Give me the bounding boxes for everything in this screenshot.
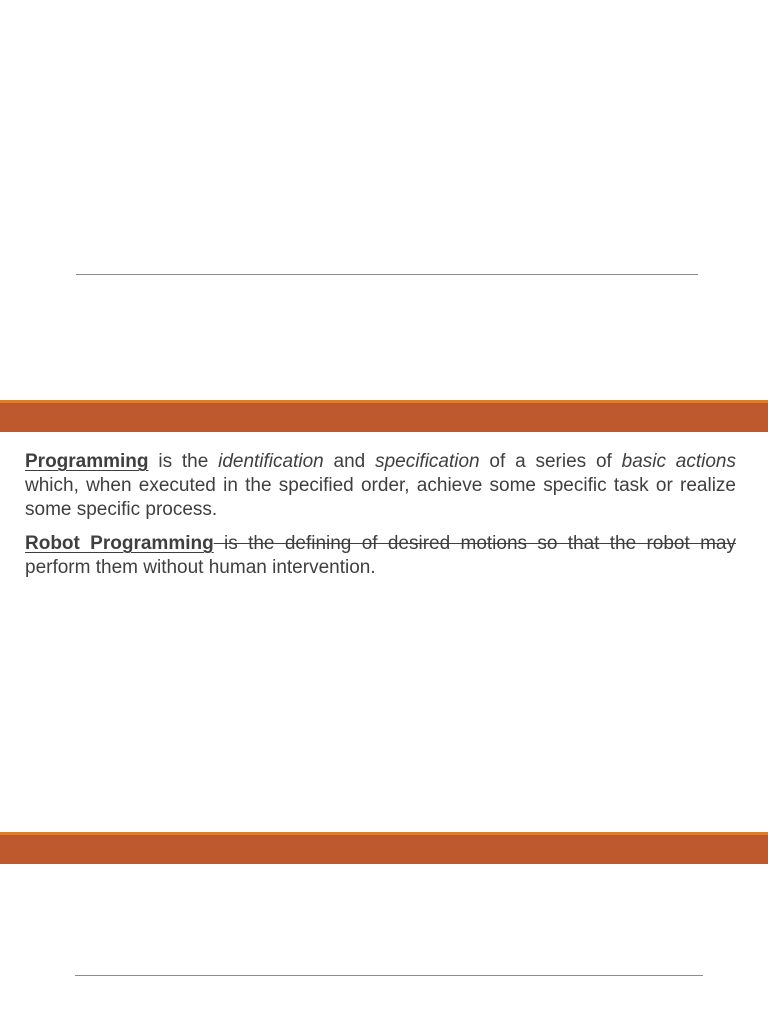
- programming-term: Programming: [25, 451, 149, 472]
- robot-programming-definition: [25, 532, 736, 580]
- top-accent-band: [0, 400, 768, 432]
- robot-programming-text: perform them without human intervention.: [25, 557, 376, 578]
- programming-definition: [25, 450, 736, 522]
- basic-actions-emphasis: basic actions: [621, 451, 736, 472]
- definitions-content: [25, 450, 736, 590]
- programming-text-3: of a series of: [479, 451, 622, 472]
- programming-text-1: is the: [148, 451, 219, 472]
- top-divider-line: [76, 274, 698, 275]
- bottom-divider-line: [75, 975, 703, 976]
- robot-programming-struck-text: is the defining of desired motions so that the robot may: [213, 533, 736, 554]
- specification-emphasis: specification: [375, 451, 480, 472]
- programming-text-2: and: [323, 451, 376, 472]
- bottom-accent-band: [0, 832, 768, 864]
- robot-programming-term: Robot Programming: [25, 533, 214, 554]
- identification-emphasis: identification: [218, 451, 324, 472]
- programming-text-4: which, when executed in the specified order, achieve some specific task or realize some specific process.: [25, 475, 736, 520]
